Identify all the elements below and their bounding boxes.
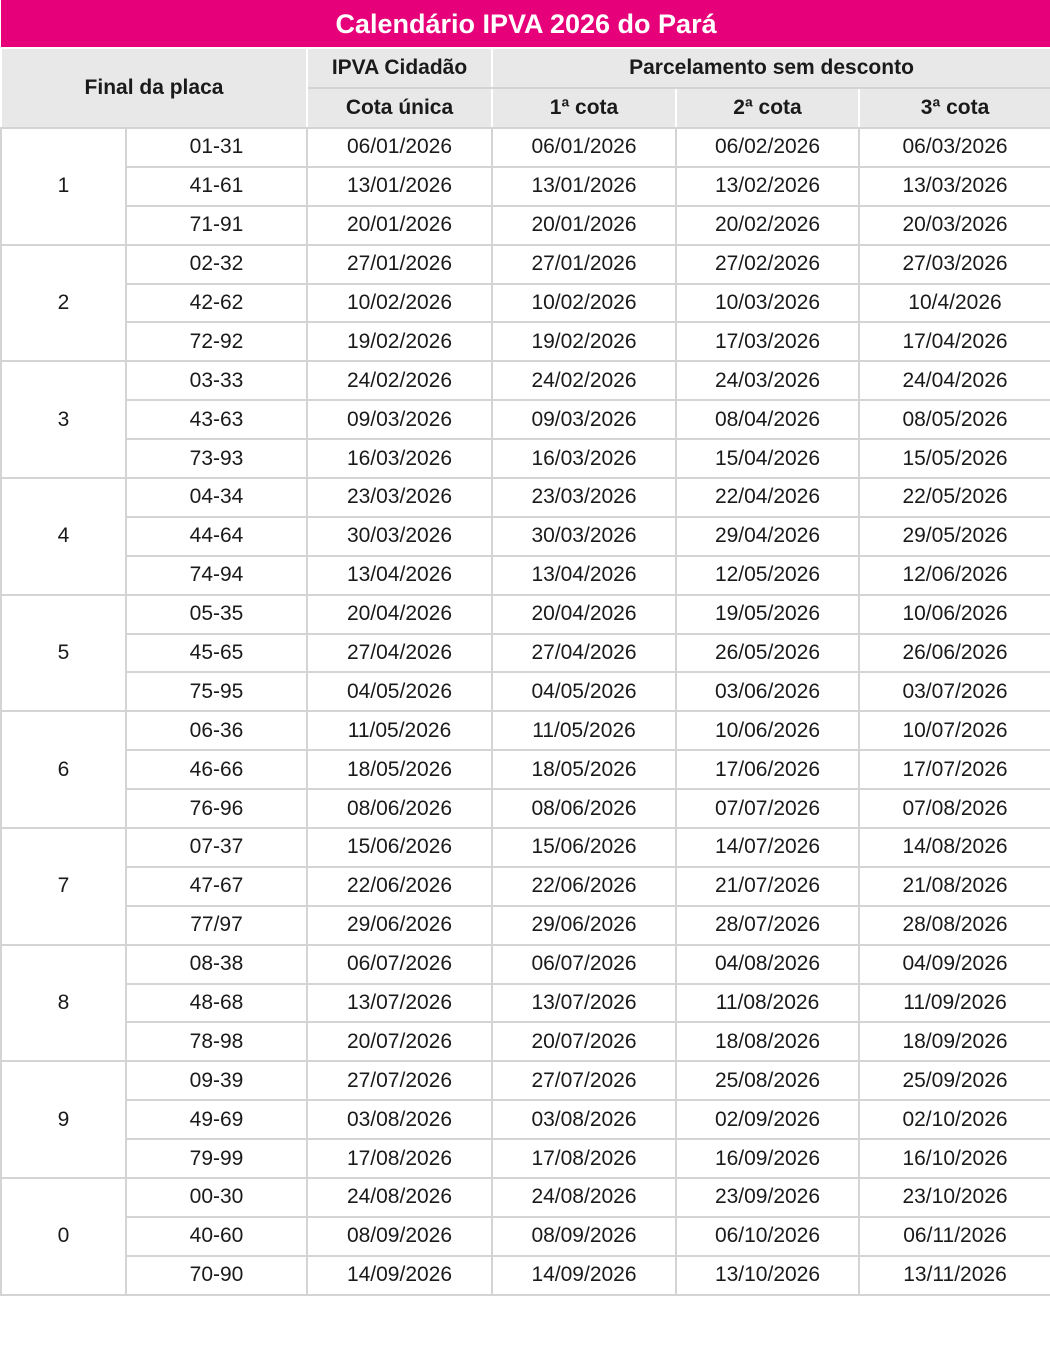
cota-2-cell: 28/07/2026 (676, 906, 859, 945)
table-row (1, 750, 1050, 789)
cota-3-cell: 11/09/2026 (859, 984, 1050, 1023)
cota-unica-cell: 27/07/2026 (307, 1061, 492, 1100)
cota-unica-cell: 20/04/2026 (307, 595, 492, 634)
plate-range-cell: 42-62 (126, 284, 307, 323)
plate-range-cell: 40-60 (126, 1217, 307, 1256)
cota-2-cell: 06/02/2026 (676, 128, 859, 167)
cota-unica-cell: 13/01/2026 (307, 167, 492, 206)
plate-range-cell: 07-37 (126, 828, 307, 867)
cota-1-cell: 13/01/2026 (492, 167, 676, 206)
table-row (1, 595, 1050, 634)
cota-1-cell: 08/09/2026 (492, 1217, 676, 1256)
cota-2-cell: 18/08/2026 (676, 1022, 859, 1061)
cota-2-cell: 07/07/2026 (676, 789, 859, 828)
plate-range-cell: 05-35 (126, 595, 307, 634)
cota-1-cell: 18/05/2026 (492, 750, 676, 789)
table-row (1, 789, 1050, 828)
plate-final-digit: 0 (1, 1178, 126, 1295)
cota-3-cell: 03/07/2026 (859, 672, 1050, 711)
plate-range-cell: 04-34 (126, 478, 307, 517)
cota-unica-cell: 22/06/2026 (307, 867, 492, 906)
cota-unica-cell: 24/08/2026 (307, 1178, 492, 1217)
header-cota-unica: Cota única (307, 88, 492, 128)
cota-3-cell: 08/05/2026 (859, 400, 1050, 439)
cota-1-cell: 27/07/2026 (492, 1061, 676, 1100)
cota-1-cell: 17/08/2026 (492, 1139, 676, 1178)
cota-unica-cell: 08/06/2026 (307, 789, 492, 828)
cota-unica-cell: 18/05/2026 (307, 750, 492, 789)
table-row (1, 1178, 1050, 1217)
cota-3-cell: 04/09/2026 (859, 945, 1050, 984)
cota-3-cell: 13/11/2026 (859, 1256, 1050, 1295)
cota-unica-cell: 03/08/2026 (307, 1100, 492, 1139)
cota-unica-cell: 09/03/2026 (307, 400, 492, 439)
cota-2-cell: 19/05/2026 (676, 595, 859, 634)
plate-final-digit: 9 (1, 1061, 126, 1178)
plate-range-cell: 76-96 (126, 789, 307, 828)
cota-unica-cell: 16/03/2026 (307, 439, 492, 478)
table-row (1, 245, 1050, 284)
table-row (1, 1061, 1050, 1100)
cota-1-cell: 20/01/2026 (492, 206, 676, 245)
cota-unica-cell: 24/02/2026 (307, 361, 492, 400)
cota-2-cell: 24/03/2026 (676, 361, 859, 400)
plate-range-cell: 75-95 (126, 672, 307, 711)
plate-final-digit: 3 (1, 361, 126, 478)
table-row (1, 1139, 1050, 1178)
cota-2-cell: 10/03/2026 (676, 284, 859, 323)
cota-1-cell: 16/03/2026 (492, 439, 676, 478)
cota-2-cell: 02/09/2026 (676, 1100, 859, 1139)
plate-range-cell: 71-91 (126, 206, 307, 245)
table-row (1, 167, 1050, 206)
cota-1-cell: 14/09/2026 (492, 1256, 676, 1295)
plate-range-cell: 02-32 (126, 245, 307, 284)
cota-1-cell: 24/08/2026 (492, 1178, 676, 1217)
plate-range-cell: 08-38 (126, 945, 307, 984)
cota-3-cell: 07/08/2026 (859, 789, 1050, 828)
cota-2-cell: 17/06/2026 (676, 750, 859, 789)
cota-2-cell: 13/02/2026 (676, 167, 859, 206)
cota-3-cell: 25/09/2026 (859, 1061, 1050, 1100)
table-row (1, 867, 1050, 906)
cota-2-cell: 21/07/2026 (676, 867, 859, 906)
cota-2-cell: 04/08/2026 (676, 945, 859, 984)
plate-final-digit: 1 (1, 128, 126, 245)
cota-1-cell: 24/02/2026 (492, 361, 676, 400)
cota-1-cell: 30/03/2026 (492, 517, 676, 556)
cota-2-cell: 11/08/2026 (676, 984, 859, 1023)
header-parcelamento: Parcelamento sem desconto (492, 48, 1050, 88)
table-row (1, 906, 1050, 945)
cota-unica-cell: 27/01/2026 (307, 245, 492, 284)
plate-range-cell: 77/97 (126, 906, 307, 945)
cota-2-cell: 03/06/2026 (676, 672, 859, 711)
cota-2-cell: 20/02/2026 (676, 206, 859, 245)
table-row (1, 1022, 1050, 1061)
cota-unica-cell: 30/03/2026 (307, 517, 492, 556)
table-row (1, 1217, 1050, 1256)
cota-3-cell: 24/04/2026 (859, 361, 1050, 400)
cota-2-cell: 14/07/2026 (676, 828, 859, 867)
cota-2-cell: 23/09/2026 (676, 1178, 859, 1217)
cota-1-cell: 23/03/2026 (492, 478, 676, 517)
plate-final-digit: 2 (1, 245, 126, 362)
table-row (1, 1100, 1050, 1139)
table-row (1, 517, 1050, 556)
plate-range-cell: 01-31 (126, 128, 307, 167)
cota-3-cell: 06/11/2026 (859, 1217, 1050, 1256)
cota-unica-cell: 23/03/2026 (307, 478, 492, 517)
cota-2-cell: 26/05/2026 (676, 634, 859, 673)
table-row (1, 322, 1050, 361)
cota-unica-cell: 27/04/2026 (307, 634, 492, 673)
table-row (1, 984, 1050, 1023)
plate-range-cell: 46-66 (126, 750, 307, 789)
cota-3-cell: 14/08/2026 (859, 828, 1050, 867)
plate-range-cell: 03-33 (126, 361, 307, 400)
cota-3-cell: 23/10/2026 (859, 1178, 1050, 1217)
cota-1-cell: 06/01/2026 (492, 128, 676, 167)
cota-3-cell: 10/4/2026 (859, 284, 1050, 323)
plate-range-cell: 49-69 (126, 1100, 307, 1139)
plate-range-cell: 43-63 (126, 400, 307, 439)
plate-range-cell: 00-30 (126, 1178, 307, 1217)
cota-1-cell: 20/07/2026 (492, 1022, 676, 1061)
cota-3-cell: 12/06/2026 (859, 556, 1050, 595)
plate-final-digit: 5 (1, 595, 126, 712)
header-cota-2: 2ª cota (676, 88, 859, 128)
cota-1-cell: 27/01/2026 (492, 245, 676, 284)
cota-3-cell: 28/08/2026 (859, 906, 1050, 945)
cota-3-cell: 17/04/2026 (859, 322, 1050, 361)
table-row (1, 206, 1050, 245)
plate-final-digit: 7 (1, 828, 126, 945)
header-cota-1: 1ª cota (492, 88, 676, 128)
cota-2-cell: 12/05/2026 (676, 556, 859, 595)
cota-2-cell: 22/04/2026 (676, 478, 859, 517)
plate-range-cell: 74-94 (126, 556, 307, 595)
cota-unica-cell: 06/01/2026 (307, 128, 492, 167)
header-ipva-cidadao: IPVA Cidadão (307, 48, 492, 88)
plate-range-cell: 45-65 (126, 634, 307, 673)
cota-2-cell: 06/10/2026 (676, 1217, 859, 1256)
cota-1-cell: 11/05/2026 (492, 711, 676, 750)
cota-2-cell: 17/03/2026 (676, 322, 859, 361)
cota-2-cell: 15/04/2026 (676, 439, 859, 478)
table-row (1, 556, 1050, 595)
cota-unica-cell: 13/04/2026 (307, 556, 492, 595)
cota-2-cell: 25/08/2026 (676, 1061, 859, 1100)
table-row (1, 284, 1050, 323)
cota-1-cell: 20/04/2026 (492, 595, 676, 634)
table-row (1, 945, 1050, 984)
cota-1-cell: 22/06/2026 (492, 867, 676, 906)
cota-3-cell: 10/07/2026 (859, 711, 1050, 750)
table-title: Calendário IPVA 2026 do Pará (1, 1, 1050, 49)
table-row (1, 828, 1050, 867)
plate-range-cell: 06-36 (126, 711, 307, 750)
cota-1-cell: 09/03/2026 (492, 400, 676, 439)
cota-1-cell: 13/04/2026 (492, 556, 676, 595)
cota-unica-cell: 06/07/2026 (307, 945, 492, 984)
cota-2-cell: 08/04/2026 (676, 400, 859, 439)
cota-unica-cell: 20/01/2026 (307, 206, 492, 245)
plate-range-cell: 70-90 (126, 1256, 307, 1295)
table-row (1, 1256, 1050, 1295)
cota-unica-cell: 20/07/2026 (307, 1022, 492, 1061)
cota-3-cell: 17/07/2026 (859, 750, 1050, 789)
table-row (1, 128, 1050, 167)
cota-2-cell: 16/09/2026 (676, 1139, 859, 1178)
cota-1-cell: 27/04/2026 (492, 634, 676, 673)
plate-range-cell: 48-68 (126, 984, 307, 1023)
cota-3-cell: 18/09/2026 (859, 1022, 1050, 1061)
table-row (1, 439, 1050, 478)
plate-range-cell: 41-61 (126, 167, 307, 206)
table-row (1, 711, 1050, 750)
cota-unica-cell: 08/09/2026 (307, 1217, 492, 1256)
cota-unica-cell: 19/02/2026 (307, 322, 492, 361)
plate-final-digit: 8 (1, 945, 126, 1062)
cota-1-cell: 13/07/2026 (492, 984, 676, 1023)
cota-1-cell: 10/02/2026 (492, 284, 676, 323)
cota-unica-cell: 04/05/2026 (307, 672, 492, 711)
plate-range-cell: 47-67 (126, 867, 307, 906)
cota-1-cell: 06/07/2026 (492, 945, 676, 984)
cota-unica-cell: 11/05/2026 (307, 711, 492, 750)
cota-3-cell: 20/03/2026 (859, 206, 1050, 245)
plate-range-cell: 73-93 (126, 439, 307, 478)
plate-range-cell: 44-64 (126, 517, 307, 556)
plate-final-digit: 6 (1, 711, 126, 828)
cota-1-cell: 15/06/2026 (492, 828, 676, 867)
plate-range-cell: 72-92 (126, 322, 307, 361)
cota-3-cell: 06/03/2026 (859, 128, 1050, 167)
plate-range-cell: 09-39 (126, 1061, 307, 1100)
cota-3-cell: 02/10/2026 (859, 1100, 1050, 1139)
cota-unica-cell: 13/07/2026 (307, 984, 492, 1023)
table-body (1, 128, 1050, 1295)
cota-3-cell: 16/10/2026 (859, 1139, 1050, 1178)
cota-unica-cell: 15/06/2026 (307, 828, 492, 867)
cota-1-cell: 19/02/2026 (492, 322, 676, 361)
cota-3-cell: 15/05/2026 (859, 439, 1050, 478)
header-final-placa: Final da placa (1, 48, 307, 128)
cota-unica-cell: 10/02/2026 (307, 284, 492, 323)
table-row (1, 361, 1050, 400)
cota-1-cell: 04/05/2026 (492, 672, 676, 711)
cota-3-cell: 13/03/2026 (859, 167, 1050, 206)
plate-final-digit: 4 (1, 478, 126, 595)
plate-range-cell: 79-99 (126, 1139, 307, 1178)
cota-1-cell: 03/08/2026 (492, 1100, 676, 1139)
cota-3-cell: 22/05/2026 (859, 478, 1050, 517)
plate-range-cell: 78-98 (126, 1022, 307, 1061)
cota-2-cell: 10/06/2026 (676, 711, 859, 750)
header-cota-3: 3ª cota (859, 88, 1050, 128)
table-row (1, 634, 1050, 673)
cota-3-cell: 29/05/2026 (859, 517, 1050, 556)
cota-2-cell: 29/04/2026 (676, 517, 859, 556)
cota-unica-cell: 14/09/2026 (307, 1256, 492, 1295)
cota-unica-cell: 29/06/2026 (307, 906, 492, 945)
cota-1-cell: 29/06/2026 (492, 906, 676, 945)
cota-3-cell: 26/06/2026 (859, 634, 1050, 673)
cota-unica-cell: 17/08/2026 (307, 1139, 492, 1178)
table-row (1, 672, 1050, 711)
cota-1-cell: 08/06/2026 (492, 789, 676, 828)
cota-2-cell: 27/02/2026 (676, 245, 859, 284)
cota-3-cell: 21/08/2026 (859, 867, 1050, 906)
cota-2-cell: 13/10/2026 (676, 1256, 859, 1295)
table-row (1, 400, 1050, 439)
table-row (1, 478, 1050, 517)
cota-3-cell: 27/03/2026 (859, 245, 1050, 284)
cota-3-cell: 10/06/2026 (859, 595, 1050, 634)
